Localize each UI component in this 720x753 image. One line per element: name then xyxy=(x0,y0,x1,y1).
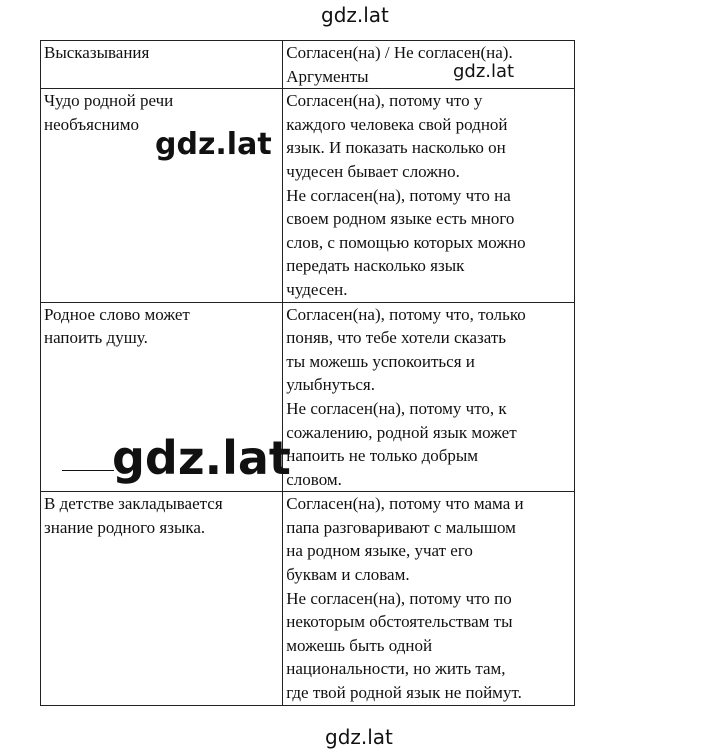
argument-line: буквам и словам. xyxy=(286,565,410,585)
argument-line: на родном языке, учат его xyxy=(286,541,473,561)
argument-line: напоить не только добрым xyxy=(286,446,479,466)
argument-line: можешь быть одной xyxy=(286,635,433,655)
watermark-bottom: gdz.lat xyxy=(325,725,393,749)
argument-line: национальности, но жить там, xyxy=(286,659,506,679)
table-row xyxy=(41,492,575,705)
argument-line: некоторым обстоятельствам ты xyxy=(286,612,513,632)
statement-line: напоить душу. xyxy=(44,328,148,348)
statement-line: В детстве закладывается xyxy=(44,494,223,514)
argument-line: передать насколько язык xyxy=(286,256,465,276)
header-position-label: Согласен(на) / Не согласен(на). xyxy=(286,43,513,62)
argument-line: улыбнуться. xyxy=(286,375,375,395)
header-statements-label: Высказывания xyxy=(44,43,150,62)
argument-line: ты можешь успокоиться и xyxy=(286,351,475,371)
watermark-large: gdz.lat xyxy=(112,431,291,485)
header-arguments-label: Аргументы xyxy=(286,66,369,86)
statement-line: знание родного языка. xyxy=(44,517,206,537)
argument-line: язык. И показать насколько он xyxy=(286,138,506,158)
underline-mark xyxy=(62,470,114,471)
argument-line: своем родном языке есть много xyxy=(286,209,515,229)
arguments-cell xyxy=(283,89,575,302)
statement-line: необъяснимо xyxy=(44,114,139,134)
argument-line: папа разговаривают с малышом xyxy=(286,517,516,537)
statement-cell xyxy=(41,89,283,302)
watermark-header: gdz.lat xyxy=(453,61,515,82)
statement-cell xyxy=(41,492,283,705)
statement-line: Родное слово может xyxy=(44,304,190,324)
table-row xyxy=(41,89,575,302)
argument-line: сожалению, родной язык может xyxy=(286,422,517,442)
watermark-top: gdz.lat xyxy=(321,3,389,27)
argument-line: каждого человека свой родной xyxy=(286,114,508,134)
header-position-cell xyxy=(283,41,575,89)
argument-line: где твой родной язык не поймут. xyxy=(286,683,522,703)
argument-line: чудесен. xyxy=(286,279,348,299)
arguments-cell xyxy=(283,302,575,492)
argument-line: словом. xyxy=(286,469,342,489)
argument-line: Не согласен(на), потому что по xyxy=(286,588,512,608)
argument-line: Согласен(на), потому что, только xyxy=(286,304,526,324)
arguments-cell xyxy=(283,492,575,705)
argument-line: поняв, что тебе хотели сказать xyxy=(286,328,507,348)
argument-line: Согласен(на), потому что мама и xyxy=(286,494,524,514)
argument-line: Согласен(на), потому что у xyxy=(286,91,483,111)
statements-table xyxy=(40,40,575,706)
argument-line: Не согласен(на), потому что, к xyxy=(286,398,507,418)
argument-line: слов, с помощью которых можно xyxy=(286,232,526,252)
header-statements-cell xyxy=(41,41,283,89)
watermark-middle: gdz.lat xyxy=(155,127,272,162)
argument-line: Не согласен(на), потому что на xyxy=(286,185,511,205)
argument-line: чудесен бывает сложно. xyxy=(286,161,460,181)
statement-line: Чудо родной речи xyxy=(44,91,174,111)
